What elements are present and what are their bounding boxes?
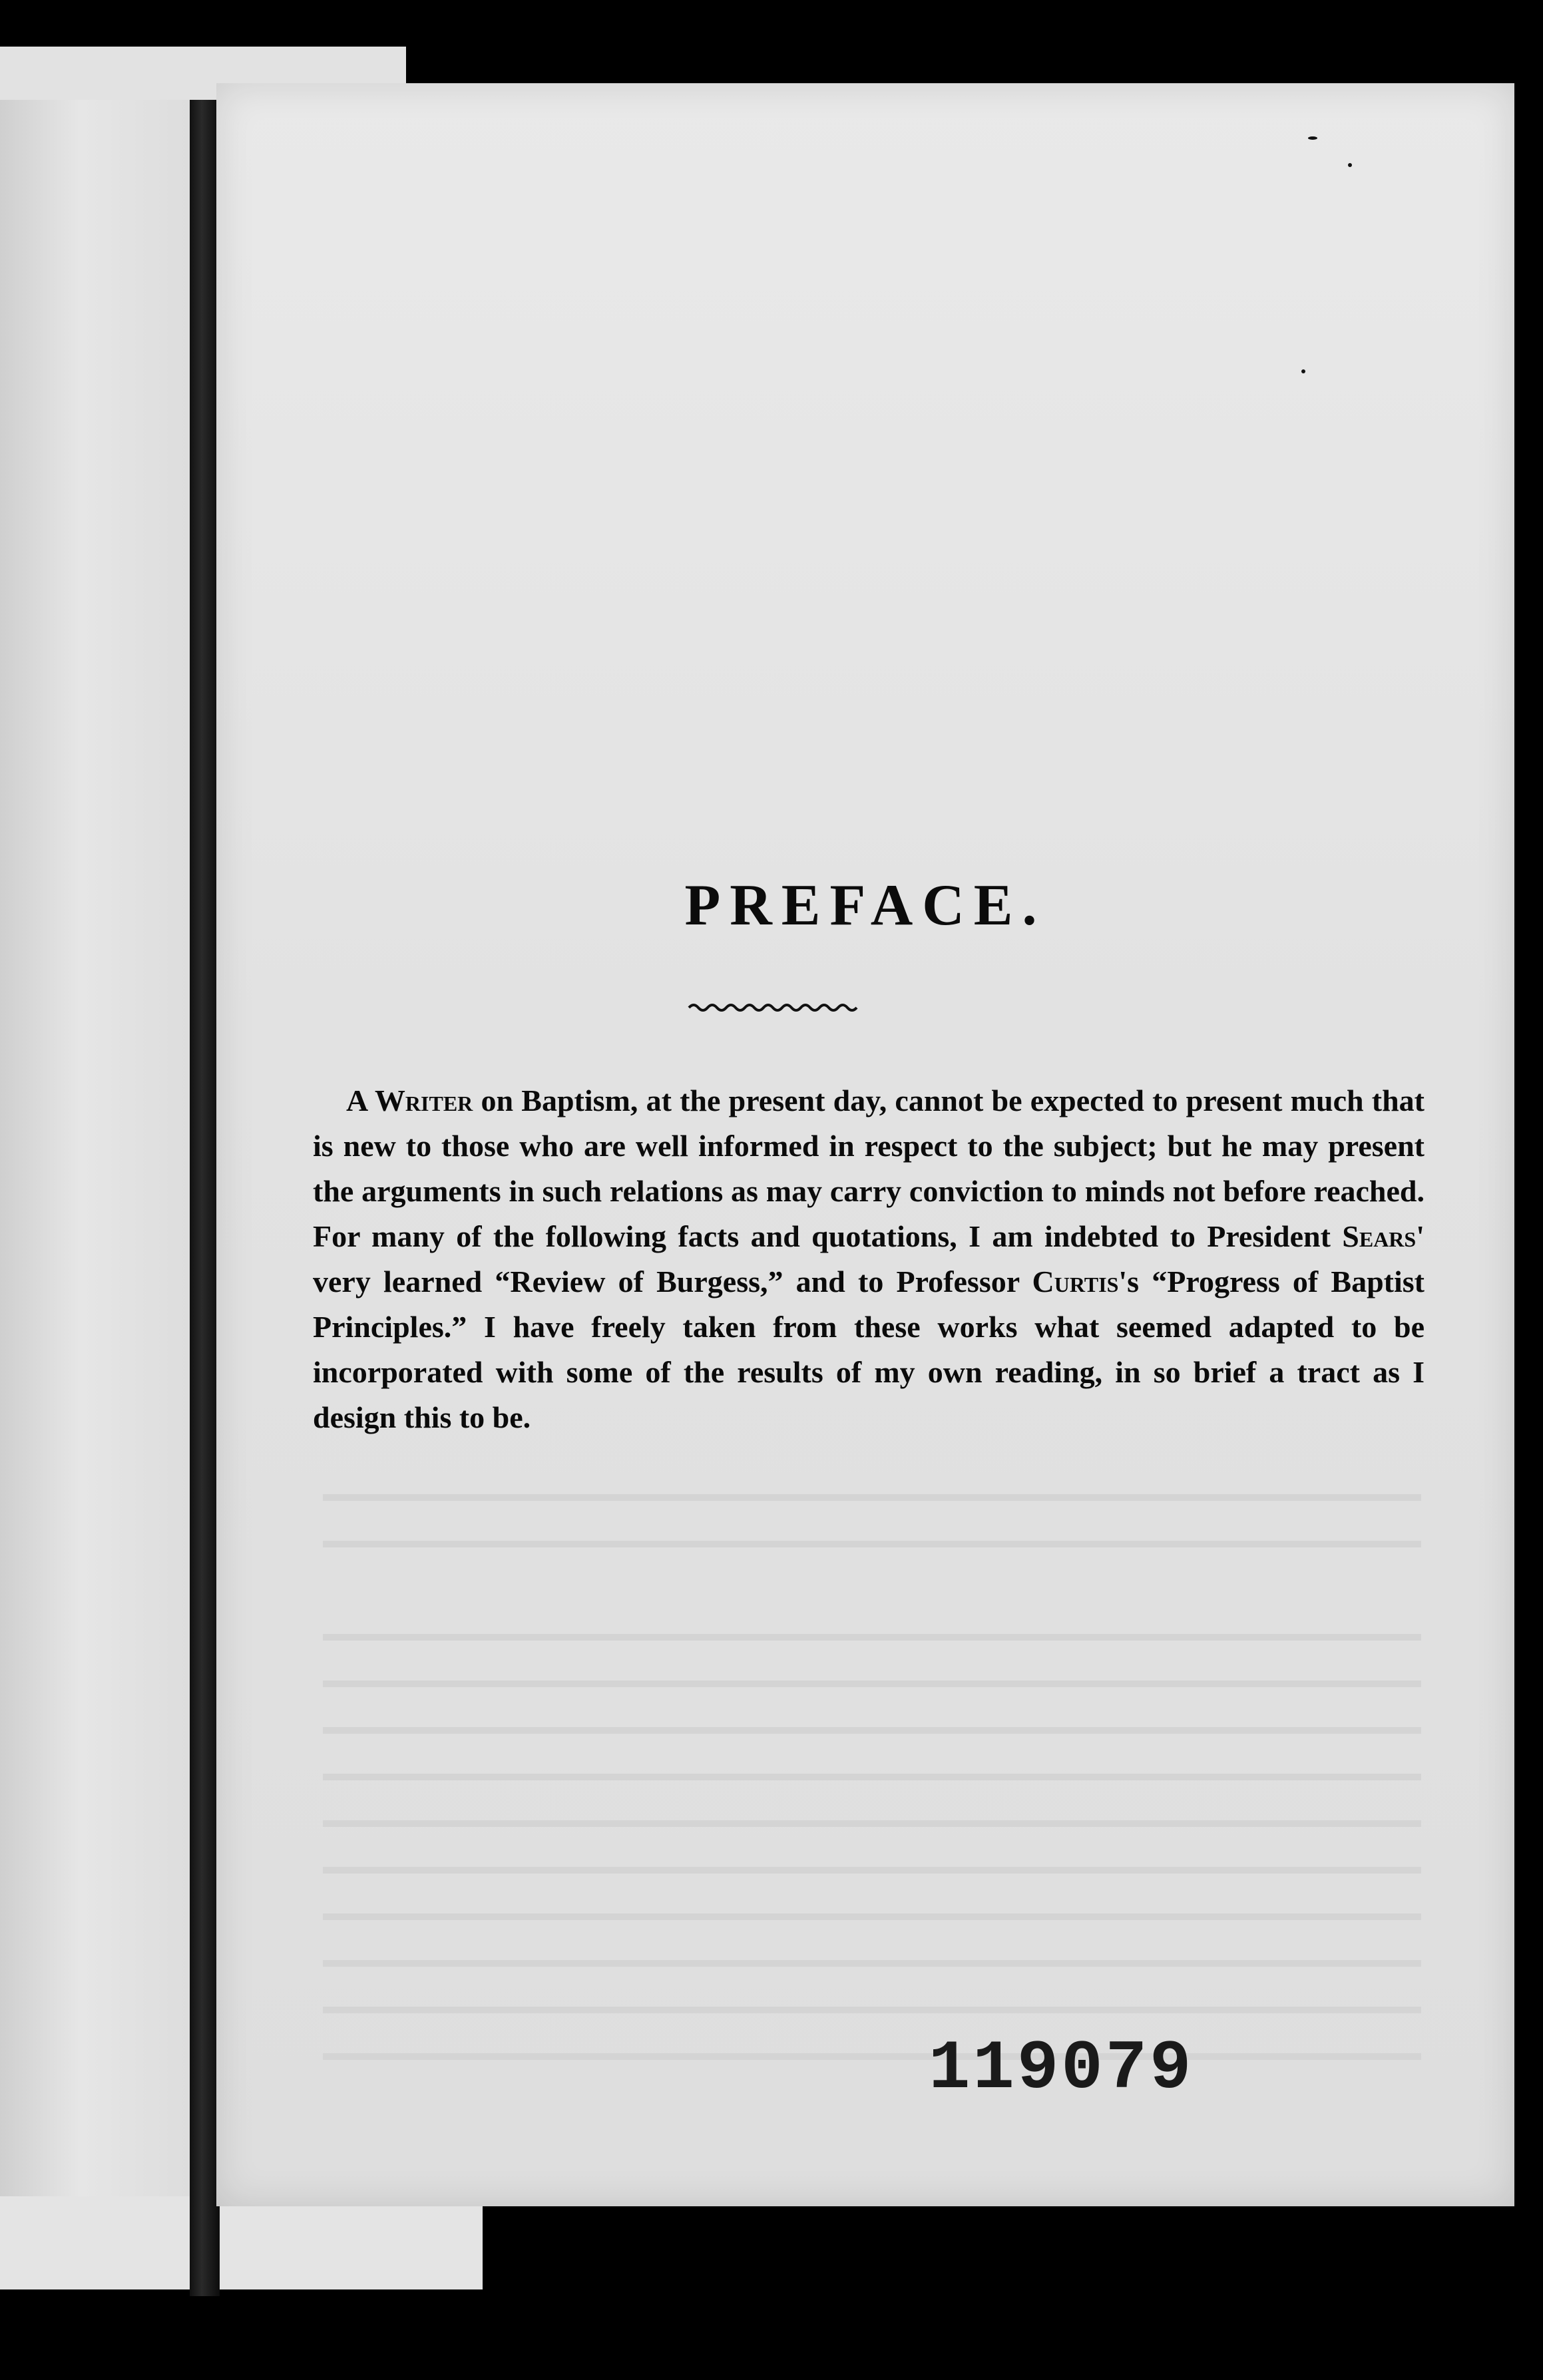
heading-ornament — [686, 998, 865, 1016]
name-curtis: Curtis — [1032, 1265, 1119, 1298]
bleed-through-line — [323, 2007, 1421, 2013]
bleed-through-line — [323, 1541, 1421, 1547]
left-page-bottom-tab — [0, 2196, 483, 2289]
binding-gutter — [190, 100, 220, 2296]
preface-paragraph — [313, 1078, 1425, 1440]
dust-speck — [1301, 369, 1305, 373]
bleed-through-line — [323, 1494, 1421, 1501]
writer-word: Writer — [374, 1084, 473, 1117]
bleed-through-line — [323, 1867, 1421, 1874]
dust-speck — [1348, 163, 1352, 167]
preface-page — [216, 83, 1514, 2206]
name-sears: Sears — [1342, 1219, 1417, 1253]
bleed-through-line — [323, 1913, 1421, 1920]
bleed-through-line — [323, 2053, 1421, 2060]
paragraph-text-part-2: ' very learned “Review of Burgess,” and to Professor — [313, 1219, 1425, 1298]
bleed-through-line — [323, 1634, 1421, 1641]
bleed-through-line — [323, 1960, 1421, 1967]
paragraph-lead: A — [346, 1084, 375, 1117]
bleed-through-line — [323, 1727, 1421, 1734]
left-page-sliver — [0, 100, 200, 2236]
dust-speck — [1308, 136, 1317, 140]
bleed-through-line — [323, 1774, 1421, 1780]
paragraph-text-part-1: on Baptism, at the present day, cannot be expected to present much that is new to those who are well informed in respect to the subject; but he may present the arguments in such relations as may carry conviction to minds not before reached. For many of the following facts and quotations, I am indebted to President — [313, 1084, 1425, 1253]
accession-stamp: 119079 — [929, 2030, 1194, 2108]
paragraph-text-part-3: 's “Progress of Baptist Principles.” I have freely taken from these works what seemed adapted to be incorporated with some of the results of my own reading, in so brief a tract as I design this to be. — [313, 1265, 1425, 1434]
bleed-through-line — [323, 1681, 1421, 1687]
bleed-through-line — [323, 1820, 1421, 1827]
page-heading: PREFACE. — [684, 873, 1046, 938]
